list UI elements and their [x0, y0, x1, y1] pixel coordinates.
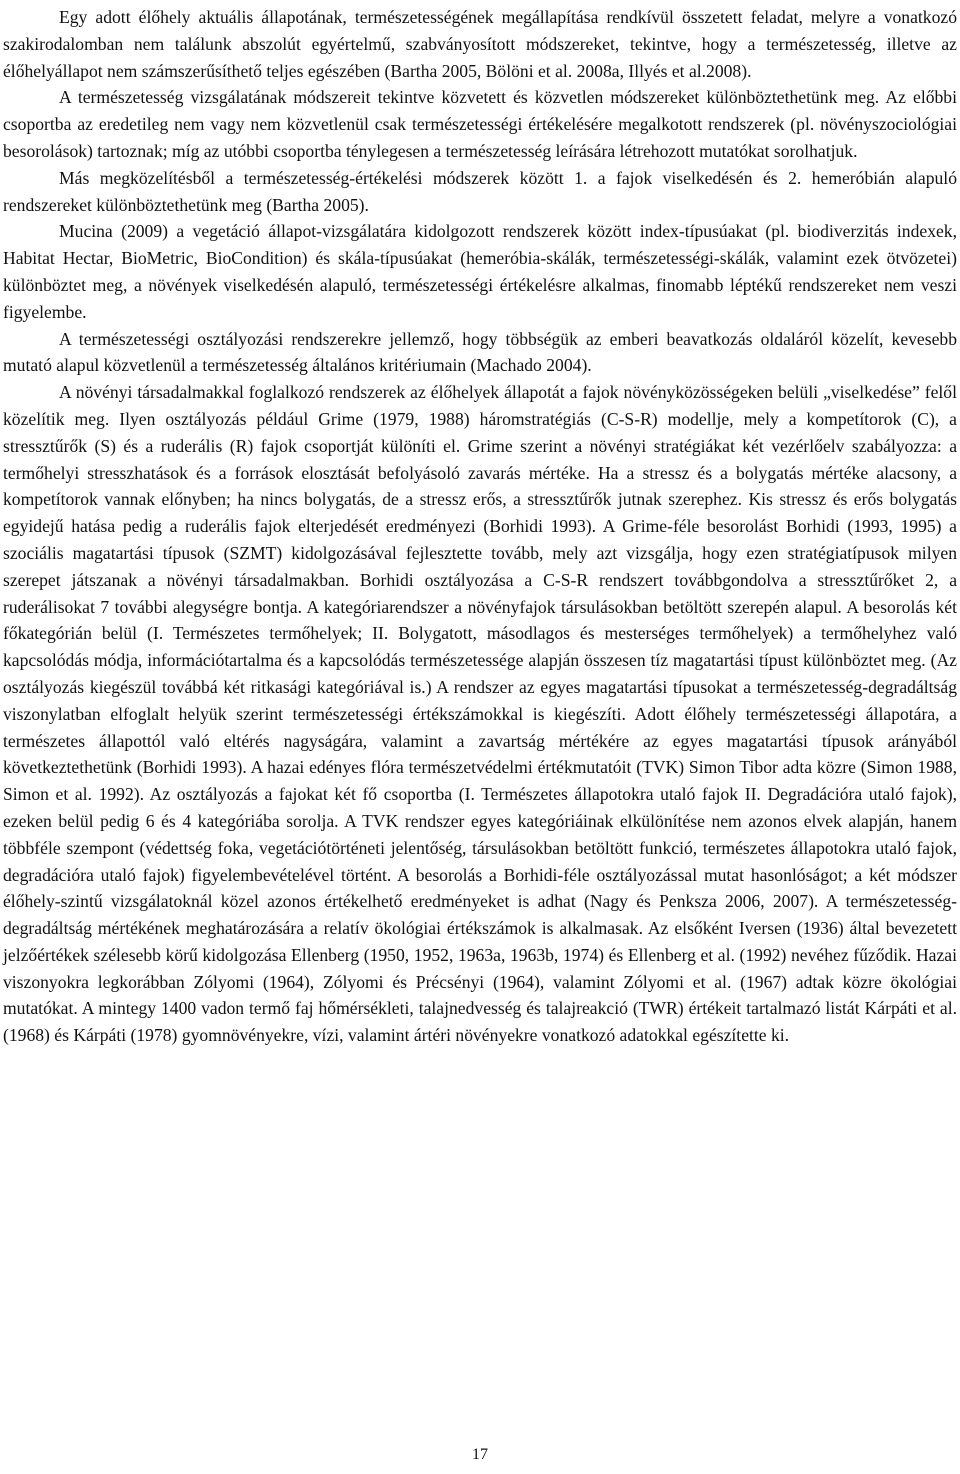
paragraph-classification-systems: A természetességi osztályozási rendszerekre jellemző, hogy többségük az emberi beavatkozás oldaláról közelít, kevesebb mutató alapul közvetlenül a természetesség általános kritériumain (Machado 2004). [3, 328, 957, 376]
paragraph-alternative-approach: Más megközelítésből a természetesség-értékelési módszerek között 1. a fajok viselkedésén és 2. hemeróbián alapuló rendszereket különböztethetünk meg (Bartha 2005). [3, 167, 957, 215]
paragraph-direct-indirect-methods: A természetesség vizsgálatának módszereit tekintve közvetett és közvetlen módszereket különböztethetünk meg. Az előbbi csoportba az eredetileg nem vagy nem közvetlenül csak természetességi értékelésére megalkotott rendszerek (pl. növényszociológiai besorolások) tartoznak; míg az utóbbi csoportba ténylegesen a természetesség leírására létrehozott mutatókat sorolhatjuk. [3, 87, 957, 161]
paragraph-naturalness-assessment: Egy adott élőhely aktuális állapotának, természetességének megállapítása rendkívül összetett feladat, melyre a vonatkozó szakirodalomban nem találunk abszolút egyértelmű, szabványosított módszereket, tekintve, hogy a természetesség, illetve az élőhelyállapot nem számszerűsíthető teljes egészében (Bartha 2005, Bölöni et al. 2008a, Illyés et al.2008). [3, 7, 957, 81]
page-number: 17 [472, 1446, 488, 1463]
paragraph-plant-society-systems: A növényi társadalmakkal foglalkozó rendszerek az élőhelyek állapotát a fajok növényközösségeken belüli „viselkedése” felől közelítik meg. Ilyen osztályozás például Grime (1979, 1988) háromstratégiás (C-S-R) modellje, mely a kompetítorok (C), a stressztűrők (S) és a ruderális (R) fajok csoportját különíti el. Grime szerint a növényi stratégiákat két vezérlőelv szabályozza: a termőhelyi stresszhatások és a források elosztását befolyásoló zavarás mértéke. Ha a stressz és a bolygatás mértéke alacsony, a kompetítorok vannak előnyben; ha nincs bolygatás, de a stressz erős, a stressztűrők jutnak szerephez. Kis stressz és erős bolygatás egyidejű hatása pedig a ruderális fajok elterjedését eredményezi (Borhidi 1993). A Grime-féle besorolást Borhidi (1993, 1995) a szociális magatartási típusok (SZMT) kidolgozásával fejlesztette tovább, mely azt vizsgálja, hogy ezen stratégiatípusok milyen szerepet játszanak a növényi társadalmakban. Borhidi osztályozása a C-S-R rendszert továbbgondolva a stressztűrőket 2, a ruderálisokat 7 további alegységre bontja. A kategóriarendszer a növényfajok társulásokban betöltött szerepén alapul. A besorolás két főkategórián belül (I. Természetes termőhelyek; II. Bolygatott, másodlagos és mesterséges termőhelyek) a termőhelyhez való kapcsolódás módja, információtartalma és a kapcsolódás természetessége alapján összesen tíz magatartási típust különböztet meg. (Az osztályozás kiegészül továbbá két ritkasági kategóriával is.) A rendszer az egyes magatartási típusokat a természetesség-degradáltság viszonylatban elfoglalt helyük szerint természetességi értékszámokkal is kiegészíti. Adott élőhely természetességi állapotára, a természetes állapottól való eltérés nagyságára, valamint a zavartság mértékére az egyes magatartási típusok arányából következtethetünk (Borhidi 1993). A hazai edényes flóra természetvédelmi értékmutatóit (TVK) Simon Tibor adta közre (Simon 1988, Simon et al. 1992). Az osztályozás a fajokat két fő csoportba (I. Természetes állapotokra utaló fajok II. Degradációra utaló fajok), ezeken belül pedig 6 és 4 kategóriába sorolja. A TVK rendszer egyes kategóriáinak elkülönítése nem azonos elvek alapján, hanem többféle szempont (védettség foka, vegetációtörténeti jelentőség, társulásokban betöltött funkció, természetes állapotokra utaló fajok, degradációra utaló fajok) figyelembevételével történt. A besorolás a Borhidi-féle osztályozással mutat hasonlóságot; a két módszer élőhely-szintű vizsgálatoknál közel azonos értékelhető eredményeket is adhat (Nagy és Penksza 2006, 2007). A természetesség-degradáltság mértékének meghatározására a relatív ökológiai értékszámok is alkalmasak. Az elsőként Iversen (1936) által bevezetett jelzőértékek szélesebb körű kidolgozása Ellenberg (1950, 1952, 1963a, 1963b, 1974) és Ellenberg et al. (1992) nevéhez fűződik. Hazai viszonyokra legkorábban Zólyomi (1964), Zólyomi és Précsényi (1964), valamint Zólyomi et al. (1967) adtak közre ökológiai mutatókat. A mintegy 1400 vadon termő faj hőmérsékleti, talajnedvesség és talajreakció (TWR) értékeit tartalmazó listát Kárpáti et al. (1968) és Kárpáti (1978) gyomnövényekre, vízi, valamint ártéri növényekre vonatkozó adatokkal egészítette ki. [3, 382, 957, 1046]
paragraph-mucina: Mucina (2009) a vegetáció állapot-vizsgálatára kidolgozott rendszerek között index-típusúakat (pl. biodiverzitás indexek, Habitat Hectar, BioMetric, BioCondition) és skála-típusúakat (hemeróbia-skálák, természetességi-skálák, valamint ezek ötvözetei) különböztet meg, a növények viselkedésén alapuló, természetességi értékelésre alkalmas, finomabb léptékű rendszereket nem veszi figyelembe. [3, 221, 957, 322]
